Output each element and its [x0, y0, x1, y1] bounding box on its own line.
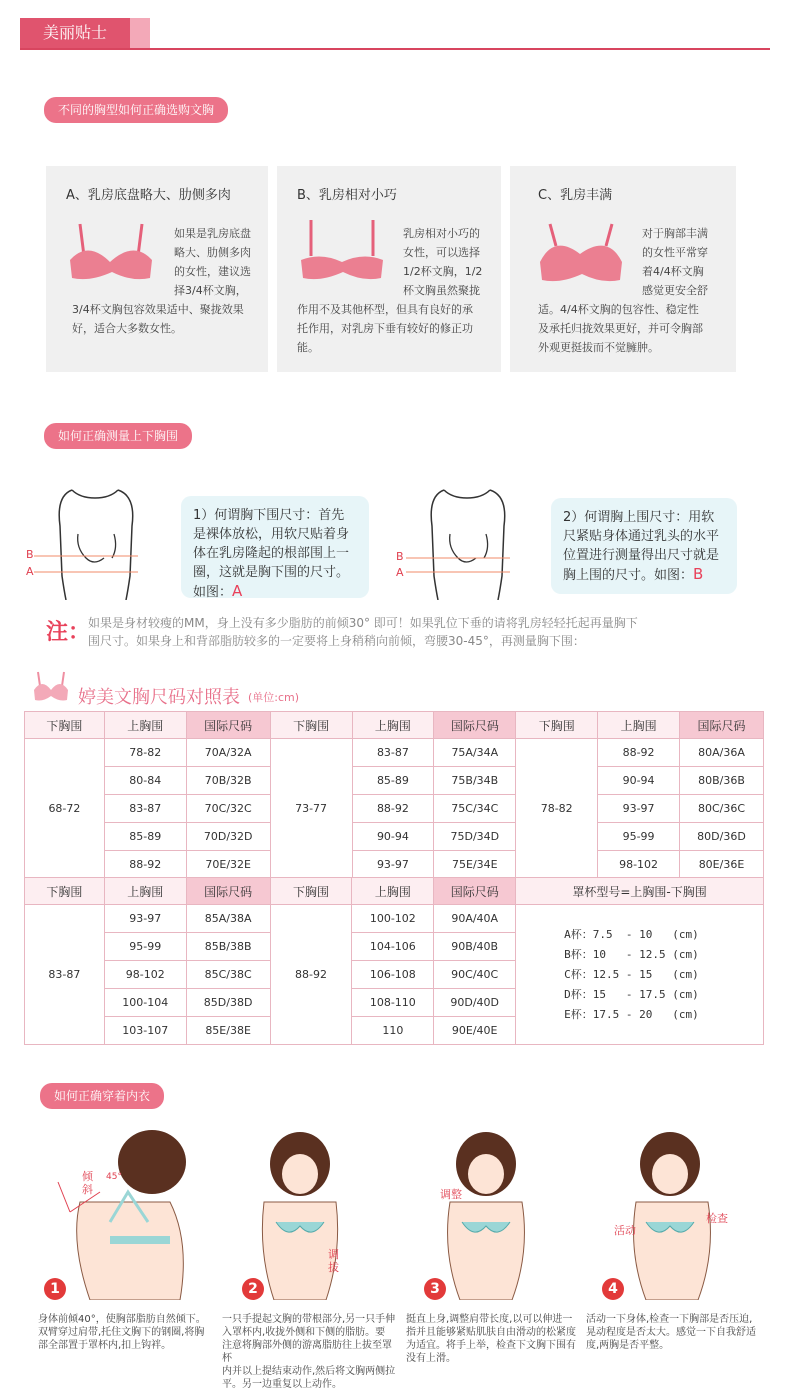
over-value: 110	[352, 1017, 434, 1045]
intl-value: 90E/40E	[434, 1017, 516, 1045]
size-chart-title: 婷美文胸尺码对照表	[78, 687, 240, 708]
over-value: 103-107	[104, 1017, 186, 1045]
label-b-2: B	[396, 550, 404, 563]
card-c	[510, 166, 736, 372]
table-row	[25, 905, 764, 933]
over-value: 85-89	[352, 767, 434, 795]
intl-value: 85E/38E	[186, 1017, 270, 1045]
over-value: 78-82	[104, 739, 186, 767]
under-value: 83-87	[25, 905, 105, 1045]
header-over: 上胸围	[104, 712, 186, 739]
move-label-4: 活动	[614, 1224, 636, 1237]
table-row	[25, 795, 764, 823]
over-value: 93-97	[598, 795, 680, 823]
intl-value: 80A/36A	[680, 739, 764, 767]
card-b-bottom-text: 作用不及其他杯型，但具有良好的承 托作用，对乳房下垂有较好的修正功 能。	[297, 303, 473, 354]
under-value: 68-72	[25, 739, 105, 879]
step-2-number: 2	[242, 1278, 264, 1300]
intl-value: 80C/36C	[680, 795, 764, 823]
label-a-2: A	[396, 566, 404, 579]
header-intl: 国际尺码	[680, 712, 764, 739]
over-value: 108-110	[352, 989, 434, 1017]
step-3-figure	[420, 1122, 550, 1300]
step-1-number: 1	[44, 1278, 66, 1300]
adjust-label-3: 调整	[440, 1188, 462, 1201]
bra-12-cup-icon	[297, 218, 387, 284]
step-2-figure	[240, 1122, 360, 1300]
over-value: 93-97	[352, 851, 434, 879]
header-intl: 国际尺码	[186, 878, 270, 905]
step-1-figure	[40, 1122, 200, 1300]
header-cup: 罩杯型号=上胸围-下胸围	[516, 878, 764, 905]
over-value: 83-87	[104, 795, 186, 823]
step-1-caption: 身体前倾40°，使胸部脂肪自然倾下。 双臂穿过肩带,托住文胸下的钢圈,将胸 部全部置于罩杯内,扣上钩袢。	[38, 1314, 206, 1351]
over-value: 88-92	[352, 795, 434, 823]
cup-range: A杯：7.5 - 10 (cm)	[564, 927, 699, 941]
intl-value: 85D/38D	[186, 989, 270, 1017]
cup-range: B杯：10 - 12.5 (cm)	[564, 947, 699, 961]
cup-formula-list	[516, 905, 764, 1045]
label-b-1: B	[26, 548, 34, 561]
intl-value: 90B/40B	[434, 933, 516, 961]
card-a	[46, 166, 268, 372]
size-chart-unit: (单位:cm)	[248, 691, 300, 704]
lean-label: 倾斜	[82, 1170, 93, 1196]
header-over: 上胸围	[104, 878, 186, 905]
over-value: 85-89	[104, 823, 186, 851]
card-a-side-text: 如果是乳房底盘 略大、肋侧多肉 的女性，建议选 择3/4杯文胸，	[174, 227, 251, 297]
intl-value: 80E/36E	[680, 851, 764, 879]
over-value: 93-97	[104, 905, 186, 933]
table-row	[25, 851, 764, 879]
header-intl: 国际尺码	[434, 712, 516, 739]
adjust-label-2: 调拔	[328, 1248, 339, 1274]
size-table-top	[24, 711, 764, 879]
header-accent	[130, 18, 150, 48]
over-value: 98-102	[598, 851, 680, 879]
over-value: 83-87	[352, 739, 434, 767]
intl-value: 70C/32C	[186, 795, 270, 823]
over-value: 106-108	[352, 961, 434, 989]
bubble-overbust: 2）何谓胸上围尺寸：用软 尺紧贴身体通过乳头的水平 位置进行测量得出尺寸就是 胸上围的尺寸。如图：B	[551, 498, 737, 594]
step-3-number: 3	[424, 1278, 446, 1300]
intl-value: 90D/40D	[434, 989, 516, 1017]
intl-value: 70A/32A	[186, 739, 270, 767]
intl-value: 75C/34C	[434, 795, 516, 823]
header-under: 下胸围	[516, 712, 598, 739]
table-row	[25, 767, 764, 795]
step-4-caption: 活动一下身体,检查一下胸部是否压迫, 晃动程度是否太大。感觉一下自我舒适 度,两胸是否平整。	[586, 1314, 756, 1351]
over-value: 90-94	[352, 823, 434, 851]
cup-range: E杯：17.5 - 20 (cm)	[564, 1007, 699, 1021]
header-under: 下胸围	[270, 878, 352, 905]
torso-measure-underbust-figure	[20, 486, 170, 600]
step-4-number: 4	[602, 1278, 624, 1300]
bra-44-cup-icon	[536, 220, 626, 286]
header-intl: 国际尺码	[186, 712, 270, 739]
intl-value: 70B/32B	[186, 767, 270, 795]
card-c-side-text: 对于胸部丰满 的女性平常穿 着4/4杯文胸 感觉更安全舒	[642, 227, 708, 297]
card-b-side-text: 乳房相对小巧的 女性，可以选择 1/2杯文胸，1/2 杯文胸虽然聚拢	[403, 227, 483, 297]
intl-value: 90C/40C	[434, 961, 516, 989]
over-value: 98-102	[104, 961, 186, 989]
header-over: 上胸围	[598, 712, 680, 739]
cup-range: C杯：12.5 - 15 (cm)	[564, 967, 699, 981]
bra-logo-icon	[32, 670, 70, 704]
intl-value: 80D/36D	[680, 823, 764, 851]
header-title: 美丽贴士	[20, 18, 130, 48]
note-text: 如果是身材较瘦的MM，身上没有多少脂肪的前倾30° 即可！如果乳位下垂的请将乳房轻轻托起再量胸下 围尺寸。如果身上和背部脂肪较多的一定要将上身稍稍向前倾，弯腰30-45°，再测量胸下围：	[88, 616, 638, 648]
under-value: 73-77	[270, 739, 352, 879]
intl-value: 75E/34E	[434, 851, 516, 879]
card-a-title: A、乳房底盘略大、肋侧多肉	[66, 188, 231, 203]
header-over: 上胸围	[352, 878, 434, 905]
intl-value: 85C/38C	[186, 961, 270, 989]
section-pill-wear: 如何正确穿着内衣	[40, 1083, 164, 1109]
note-mark: 注：	[46, 620, 91, 645]
header-divider	[20, 48, 770, 50]
over-value: 88-92	[104, 851, 186, 879]
header-under: 下胸围	[270, 712, 352, 739]
over-value: 88-92	[598, 739, 680, 767]
table-row	[25, 823, 764, 851]
bra-34-cup-icon	[66, 220, 156, 284]
intl-value: 80B/36B	[680, 767, 764, 795]
torso-measure-overbust-figure	[392, 486, 542, 600]
under-value: 88-92	[270, 905, 352, 1045]
intl-value: 70D/32D	[186, 823, 270, 851]
intl-value: 90A/40A	[434, 905, 516, 933]
card-c-bottom-text: 适。4/4杯文胸的包容性、稳定性 及承托归拢效果更好，并可令胸部 外观更挺拔而不觉臃肿。	[538, 303, 703, 354]
card-c-title: C、乳房丰满	[538, 188, 613, 203]
card-a-bottom-text: 3/4杯文胸包容效果适中、聚拢效果 好，适合大多数女性。	[72, 303, 244, 335]
check-label-4: 检查	[706, 1212, 728, 1225]
header-over: 上胸围	[352, 712, 434, 739]
step-3-caption: 挺直上身,调整肩带长度,以可以伸进一 指并且能够紧贴肌肤自由滑动的松紧度 为适宜。将手上举，检查下文胸下围有 没有上滑。	[406, 1314, 576, 1364]
intl-value: 75A/34A	[434, 739, 516, 767]
over-value: 104-106	[352, 933, 434, 961]
under-value: 78-82	[516, 739, 598, 879]
over-value: 90-94	[598, 767, 680, 795]
intl-value: 75D/34D	[434, 823, 516, 851]
intl-value: 85A/38A	[186, 905, 270, 933]
section-pill-bra-selection: 不同的胸型如何正确选购文胸	[44, 97, 228, 123]
card-b	[277, 166, 501, 372]
table-row	[25, 739, 764, 767]
header-under: 下胸围	[25, 878, 105, 905]
label-a-1: A	[26, 565, 34, 578]
cup-range: D杯：15 - 17.5 (cm)	[564, 987, 699, 1001]
over-value: 95-99	[598, 823, 680, 851]
over-value: 100-104	[104, 989, 186, 1017]
header-under: 下胸围	[25, 712, 105, 739]
intl-value: 85B/38B	[186, 933, 270, 961]
intl-value: 70E/32E	[186, 851, 270, 879]
angle-label: 45°	[106, 1172, 122, 1182]
header-intl: 国际尺码	[434, 878, 516, 905]
intl-value: 75B/34B	[434, 767, 516, 795]
over-value: 80-84	[104, 767, 186, 795]
section-pill-measure: 如何正确测量上下胸围	[44, 423, 192, 449]
over-value: 100-102	[352, 905, 434, 933]
size-table-bottom	[24, 877, 764, 1045]
step-2-caption: 一只手提起文胸的带根部分,另一只手伸 入罩杯内,收拢外侧和下侧的脂肪。要 注意将胸部外侧的游离脂肪往上拔至罩杯 内并以上提结束动作,然后将文胸两侧拉 平。另一边重复以上动作。	[222, 1314, 396, 1390]
card-b-title: B、乳房相对小巧	[297, 188, 397, 203]
over-value: 95-99	[104, 933, 186, 961]
bubble-underbust: 1）何谓胸下围尺寸：首先 是裸体放松，用软尺贴着身 体在乳房隆起的根部围上一 圈，这就是胸下围的尺寸。 如图：A	[181, 496, 369, 598]
